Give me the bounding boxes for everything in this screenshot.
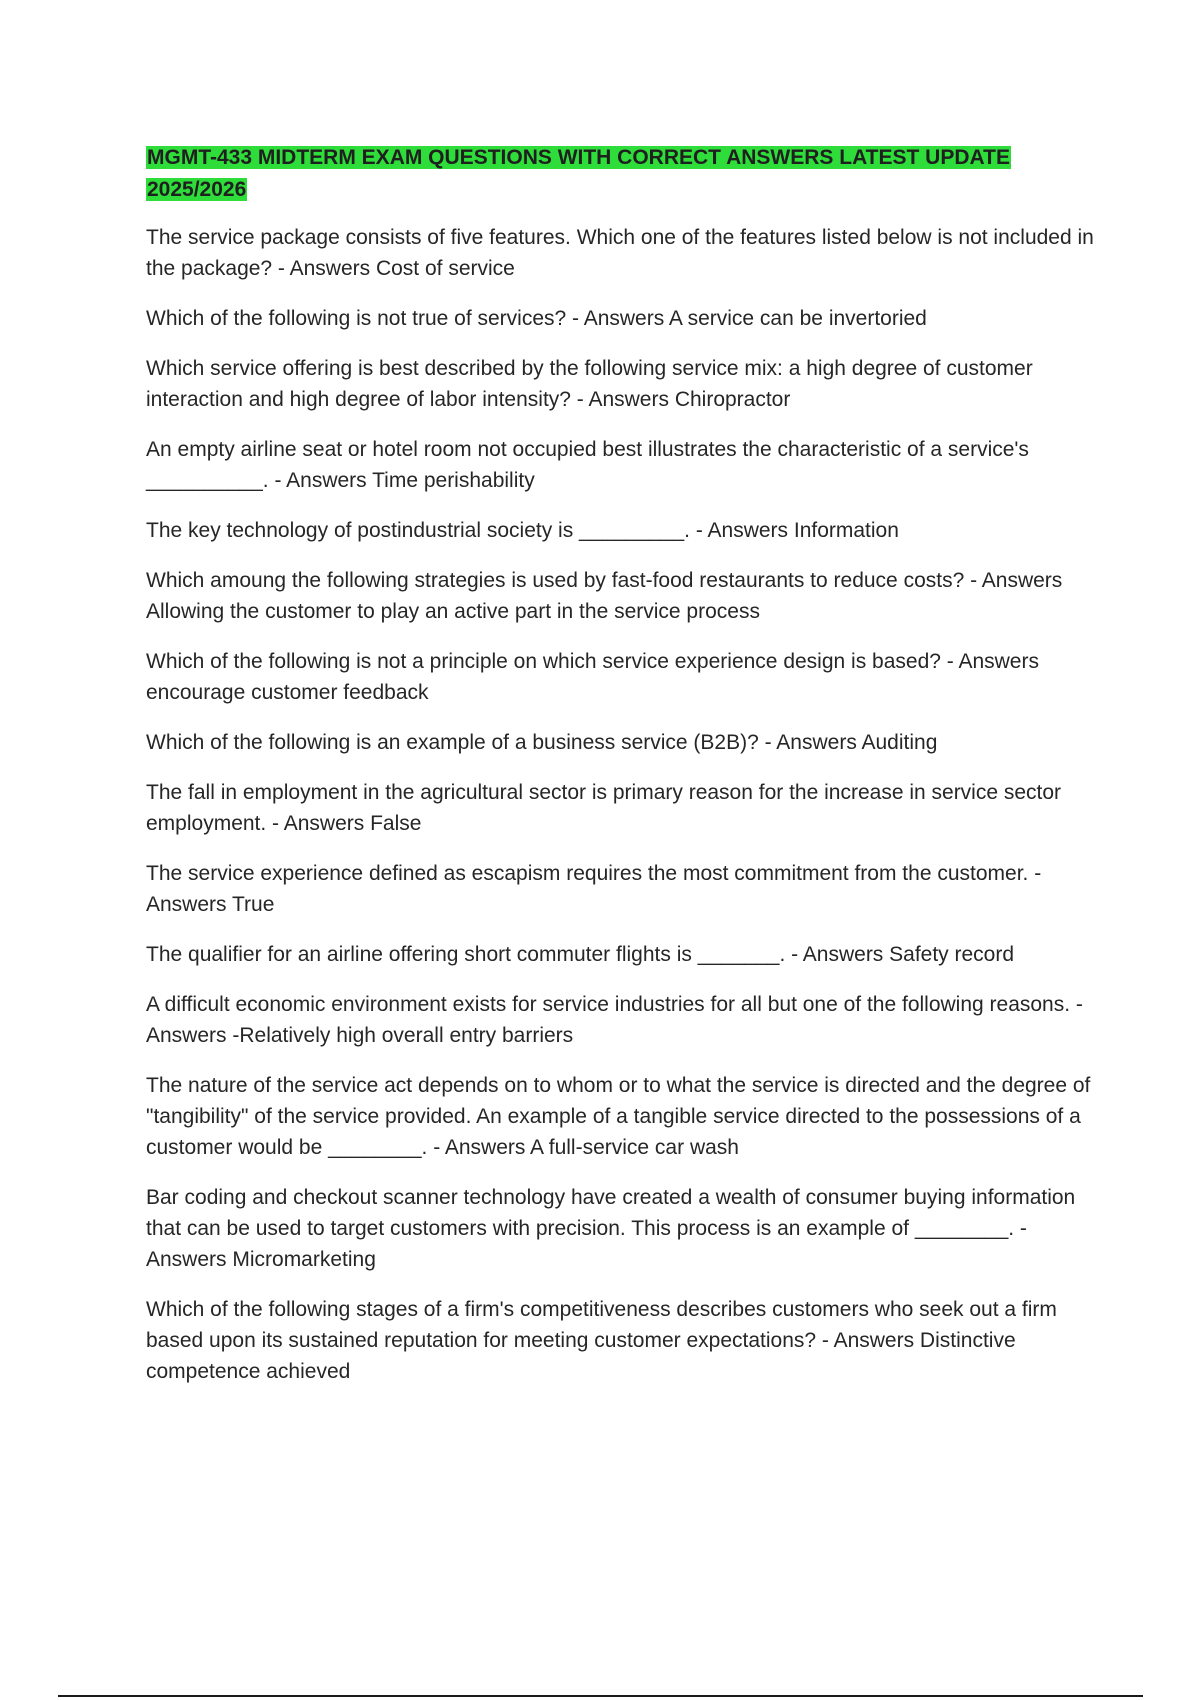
qa-item-8: Which of the following is an example of a business service (B2B)? - Answers Auditing <box>146 731 938 754</box>
title-line-2: 2025/2026 <box>147 178 247 201</box>
footer-divider <box>58 1695 1143 1697</box>
qa-item-3: Which service offering is best described by the following service mix: a high degree of customer interaction and high degree of labor intensity? - Answers Chiropractor <box>146 357 1033 411</box>
qa-item-2: Which of the following is not true of services? - Answers A service can be invertoried <box>146 307 927 330</box>
title-line-1: MGMT-433 MIDTERM EXAM QUESTIONS WITH CORRECT ANSWERS LATEST UPDATE <box>147 146 1010 169</box>
qa-item-1: The service package consists of five features. Which one of the features listed below is not included in the package? - Answers Cost of service <box>146 226 1094 280</box>
qa-item-10: The service experience defined as escapism requires the most commitment from the customer. - Answers True <box>146 862 1042 916</box>
qa-item-13: The nature of the service act depends on to whom or to what the service is directed and the degree of "tangibility" of the service provided. An example of a tangible service directed to the possessions of a customer would be ________. - Answers A full-service car wash <box>146 1074 1091 1159</box>
qa-item-6: Which amoung the following strategies is used by fast-food restaurants to reduce costs? - Answers Allowing the customer to play an active part in the service process <box>146 569 1063 623</box>
qa-item-12: A difficult economic environment exists for service industries for all but one of the following reasons. - Answers -Relatively high overall entry barriers <box>146 993 1083 1047</box>
document-title <box>146 142 1096 206</box>
title-highlight <box>146 146 1011 201</box>
qa-item-15: Which of the following stages of a firm's competitiveness describes customers who seek out a firm based upon its sustained reputation for meeting customer expectations? - Answers Distinctive competence achieved <box>146 1298 1057 1383</box>
qa-item-5: The key technology of postindustrial society is _________. - Answers Information <box>146 519 899 542</box>
qa-item-14: Bar coding and checkout scanner technology have created a wealth of consumer buying information that can be used to target customers with precision. This process is an example of ________. - Answers Micromarketing <box>146 1186 1076 1271</box>
qa-item-7: Which of the following is not a principle on which service experience design is based? - Answers encourage customer feedback <box>146 650 1039 704</box>
qa-item-9: The fall in employment in the agricultural sector is primary reason for the increase in service sector employment. - Answers False <box>146 781 1062 835</box>
qa-item-11: The qualifier for an airline offering short commuter flights is _______. - Answers Safety record <box>146 943 1015 966</box>
document-content <box>146 142 1096 1406</box>
qa-item-4: An empty airline seat or hotel room not occupied best illustrates the characteristic of a service's __________. - Answers Time perishability <box>146 438 1029 492</box>
